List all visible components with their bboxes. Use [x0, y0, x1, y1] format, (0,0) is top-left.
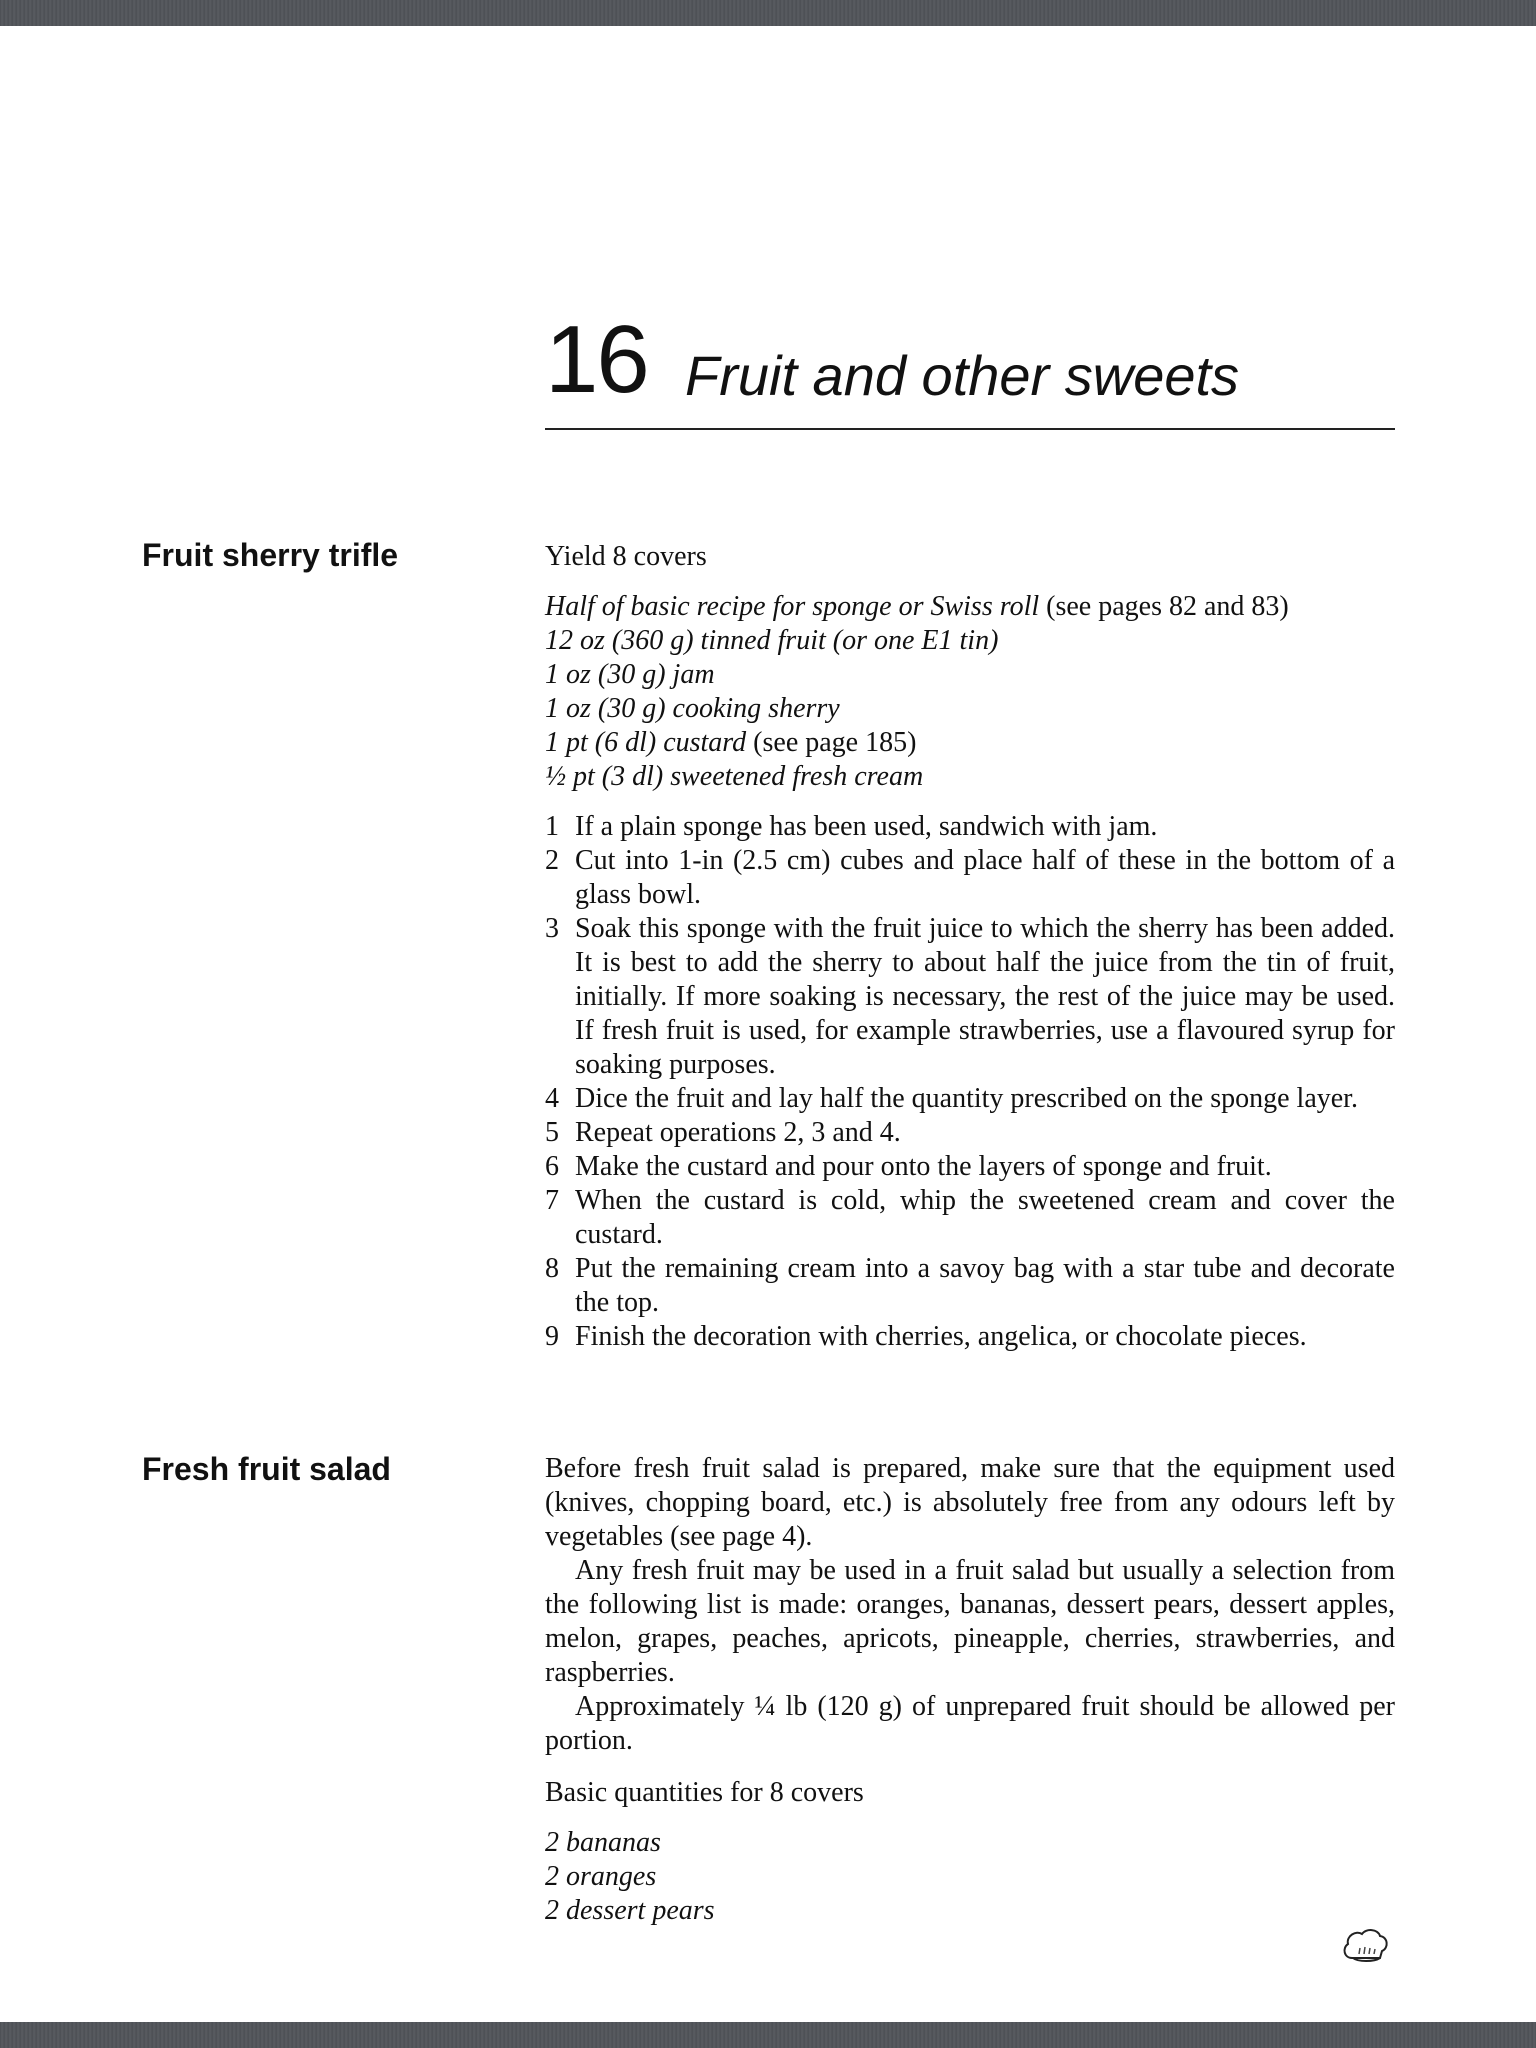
method-step: [545, 912, 1395, 1082]
ingredient-note: (see pages 82 and 83): [1039, 591, 1289, 622]
trifle-yield: Yield 8 covers: [545, 541, 707, 572]
step-text: If a plain sponge has been used, sandwich with jam.: [575, 811, 1158, 842]
step-text: When the custard is cold, whip the sweetened cream and cover the custard.: [575, 1185, 1395, 1250]
ingredient-name: 1 pt (6 dl) custard: [545, 727, 747, 758]
step-number: 7: [545, 1185, 559, 1216]
fruit-item: 2 bananas: [545, 1827, 661, 1858]
step-text: Make the custard and pour onto the layers of sponge and fruit.: [575, 1151, 1272, 1182]
scanner-edge-top: [0, 0, 1536, 26]
step-text: Cut into 1-in (2.5 cm) cubes and place half of these in the bottom of a glass bowl.: [575, 845, 1395, 910]
ingredient-item: [545, 692, 1395, 726]
ingredient-note: (see page 185): [746, 727, 917, 758]
step-text: Put the remaining cream into a savoy bag with a star tube and decorate the top.: [575, 1253, 1395, 1318]
ingredient-item: [545, 658, 1395, 692]
method-step: [545, 844, 1395, 912]
step-text: Finish the decoration with cherries, angelica, or chocolate pieces.: [575, 1321, 1307, 1352]
section-heading-fresh-fruit-salad: Fresh fruit salad: [142, 1451, 391, 1487]
method-step: [545, 1116, 1395, 1150]
step-number: 8: [545, 1253, 559, 1284]
step-number: 6: [545, 1151, 559, 1182]
ingredient-item: [545, 590, 1395, 624]
basic-quantities-label: Basic quantities for 8 covers: [545, 1777, 864, 1808]
fruit-item: 2 dessert pears: [545, 1895, 715, 1926]
method-step: [545, 1184, 1395, 1252]
step-number: 3: [545, 913, 559, 944]
chapter-number: 16: [545, 306, 648, 413]
fruit-list: [545, 1826, 1395, 1928]
method-step: [545, 1150, 1395, 1184]
chapter-title: Fruit and other sweets: [685, 344, 1240, 407]
ingredient-name: ½ pt (3 dl) sweetened fresh cream: [545, 761, 924, 792]
step-number: 1: [545, 811, 559, 842]
step-number: 4: [545, 1083, 559, 1114]
ingredient-name: 1 oz (30 g) cooking sherry: [545, 693, 840, 724]
ingredient-item: [545, 760, 1395, 794]
trifle-recipe: [545, 540, 1395, 1354]
ingredient-name: 12 oz (360 g) tinned fruit (or one E1 tin): [545, 625, 999, 656]
ingredient-name: Half of basic recipe for sponge or Swiss roll: [545, 591, 1040, 622]
step-number: 9: [545, 1321, 559, 1352]
fruit-salad-recipe: [545, 1452, 1395, 1928]
section-heading-fruit-sherry-trifle: Fruit sherry trifle: [142, 537, 399, 573]
trifle-ingredients: [545, 590, 1395, 794]
method-step: [545, 1252, 1395, 1320]
scanner-edge-bottom: [0, 2022, 1536, 2048]
step-number: 2: [545, 845, 559, 876]
fruit-item: 2 oranges: [545, 1861, 657, 1892]
step-text: Repeat operations 2, 3 and 4.: [575, 1117, 901, 1148]
salad-paragraph: Any fresh fruit may be used in a fruit salad but usually a selection from the following list is made: oranges, bananas, dessert pears, dessert apples, melon, grapes, peaches, apricots, pineapple, cherries, strawberries, and raspberries.: [545, 1555, 1395, 1688]
method-step: [545, 810, 1395, 844]
ingredient-item: [545, 624, 1395, 658]
step-number: 5: [545, 1117, 559, 1148]
salad-paragraph: Approximately ¼ lb (120 g) of unprepared fruit should be allowed per portion.: [545, 1691, 1395, 1756]
ingredient-item: [545, 726, 1395, 760]
chef-hat-icon[interactable]: [1340, 1924, 1390, 1968]
ingredient-name: 1 oz (30 g) jam: [545, 659, 715, 690]
chapter-header: [545, 300, 1395, 430]
step-text: Soak this sponge with the fruit juice to which the sherry has been added. It is best to add the sherry to about half the juice from the tin of fruit, initially. If more soaking is necessary, the rest of the juice may be used. If fresh fruit is used, for example strawberries, use a flavoured syrup for soaking purposes.: [575, 913, 1395, 1080]
salad-paragraph: Before fresh fruit salad is prepared, make sure that the equipment used (knives, chopping board, etc.) is absolutely free from any odours left by vegetables (see page 4).: [545, 1453, 1395, 1552]
method-step: [545, 1082, 1395, 1116]
method-step: [545, 1320, 1395, 1354]
step-text: Dice the fruit and lay half the quantity prescribed on the sponge layer.: [575, 1083, 1358, 1114]
trifle-method: [545, 810, 1395, 1354]
